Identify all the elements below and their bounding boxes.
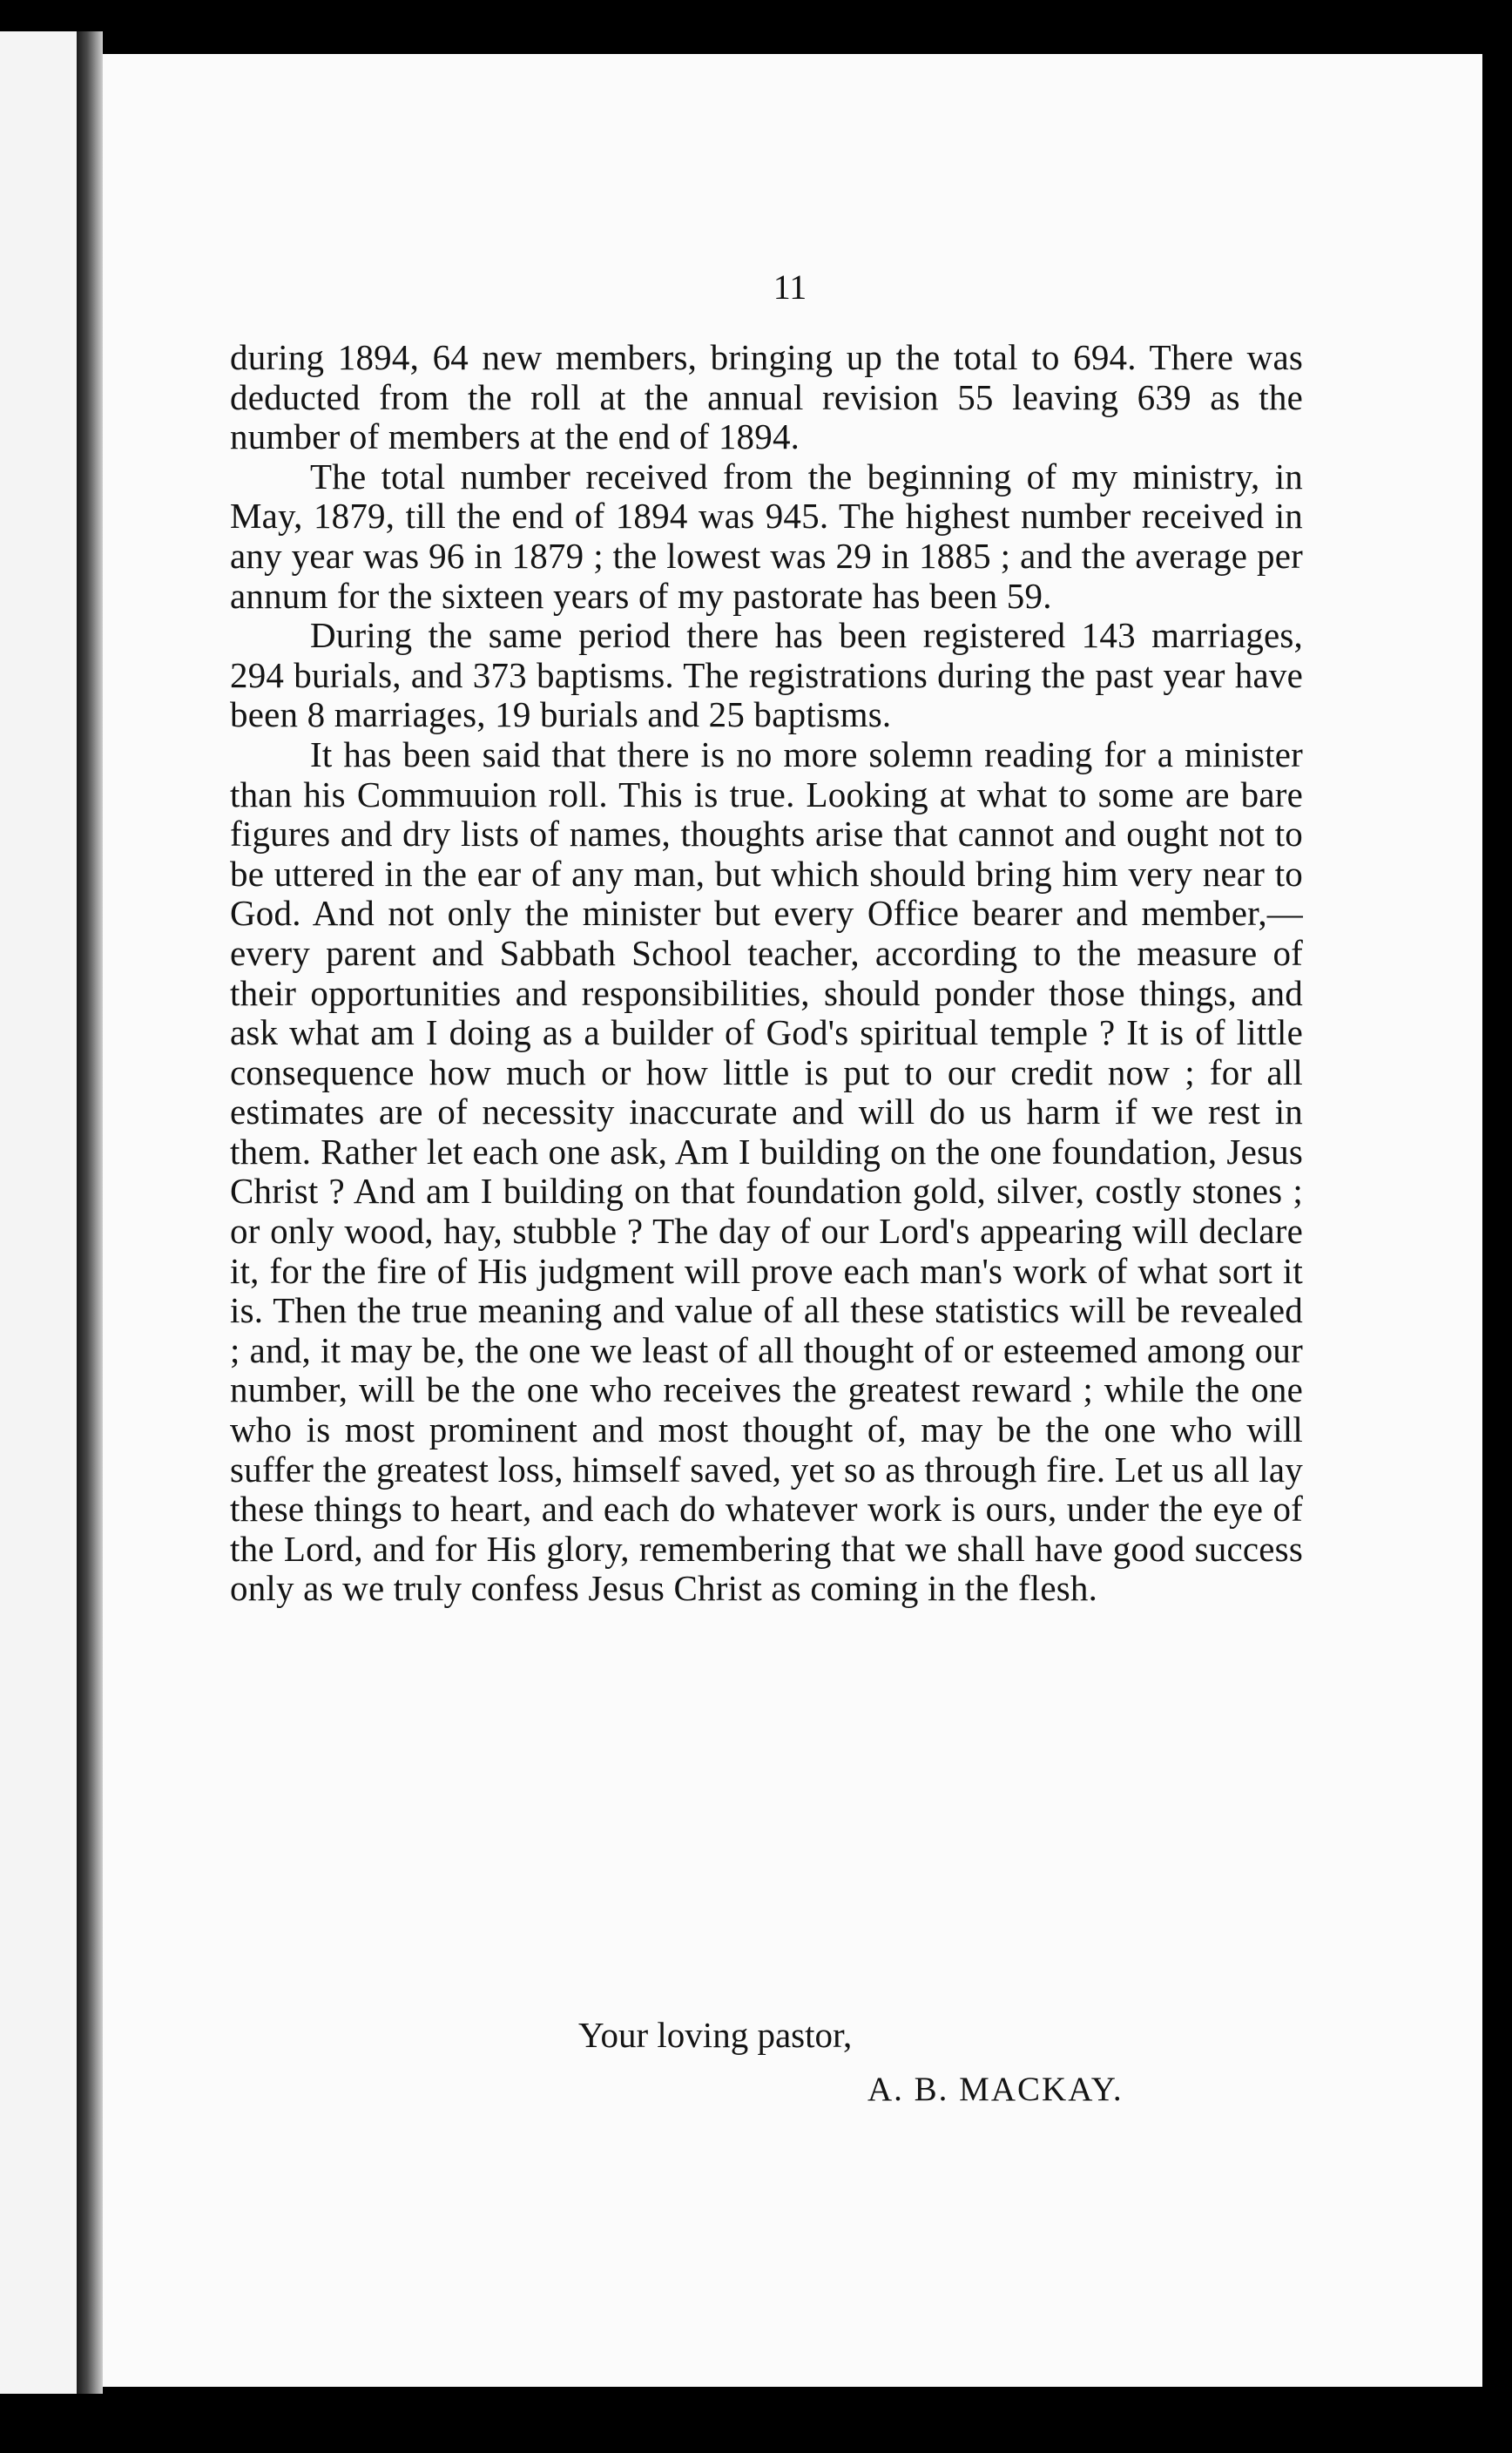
body-text [230,338,1303,1609]
paragraph-communion-roll-reflection: It has been said that there is no more solemn reading for a minister than his Commuuion roll. This is true. Looking at what to some are bare figures and dry lists of names, thoughts arise that cannot and ought not to be uttered in the ear of any man, but which should bring him very near to God. And not only the minister but every Office bearer and member,—every parent and Sabbath School teacher, according to the measure of their opportunities and responsibilities, should ponder those things, and ask what am I doing as a builder of God's spiritual temple ? It is of little consequence how much or how little is put to our credit now ; for all estimates are of necessity inaccurate and will do us harm if we rest in them. Rather let each one ask, Am I building on the one foundation, Jesus Christ ? And am I building on that foundation gold, silver, costly stones ; or only wood, hay, stubble ? The day of our Lord's appearing will declare it, for the fire of His judgment will prove each man's work of what sort it is. Then the true meaning and value of all these statistics will be revealed ; and, it may be, the one we least of all thought of or esteemed among our number, will be the one who receives the greatest reward ; while the one who is most prominent and most thought of, may be the one who will suffer the greatest loss, himself saved, yet so as through fire. Let us all lay these things to heart, and each do whatever work is ours, under the eye of the Lord, and for His glory, remembering that we shall have good success only as we truly confess Jesus Christ as coming in the flesh. [230,733,1303,1609]
closing-salutation: Your loving pastor, [578,2015,853,2055]
page-number: 11 [773,267,807,307]
paragraph-registrations: During the same period there has been registered 143 marriages, 294 burials, and 373 baptisms. The registrations during the past year have been 8 marriages, 19 burials and 25 baptisms. [230,615,1303,735]
book-page [103,54,1482,2387]
author-signature: A. B. MACKAY. [867,2071,1124,2108]
paragraph-received-since-1879: The total number received from the beginning of my ministry, in May, 1879, till the end of 1894 was 945. The highest number received in any year was 96 in 1879 ; the lowest was 29 in 1885 ; and the average per annum for the sixteen years of my pastorate has been 59. [230,456,1303,616]
paragraph-membership-totals: during 1894, 64 new members, bringing up the total to 694. There was deducted from the roll at the annual revision 55 leaving 639 as the number of members at the end of 1894. [230,337,1303,457]
book-spine-shadow [77,31,103,2394]
facing-page-edge [0,31,77,2394]
